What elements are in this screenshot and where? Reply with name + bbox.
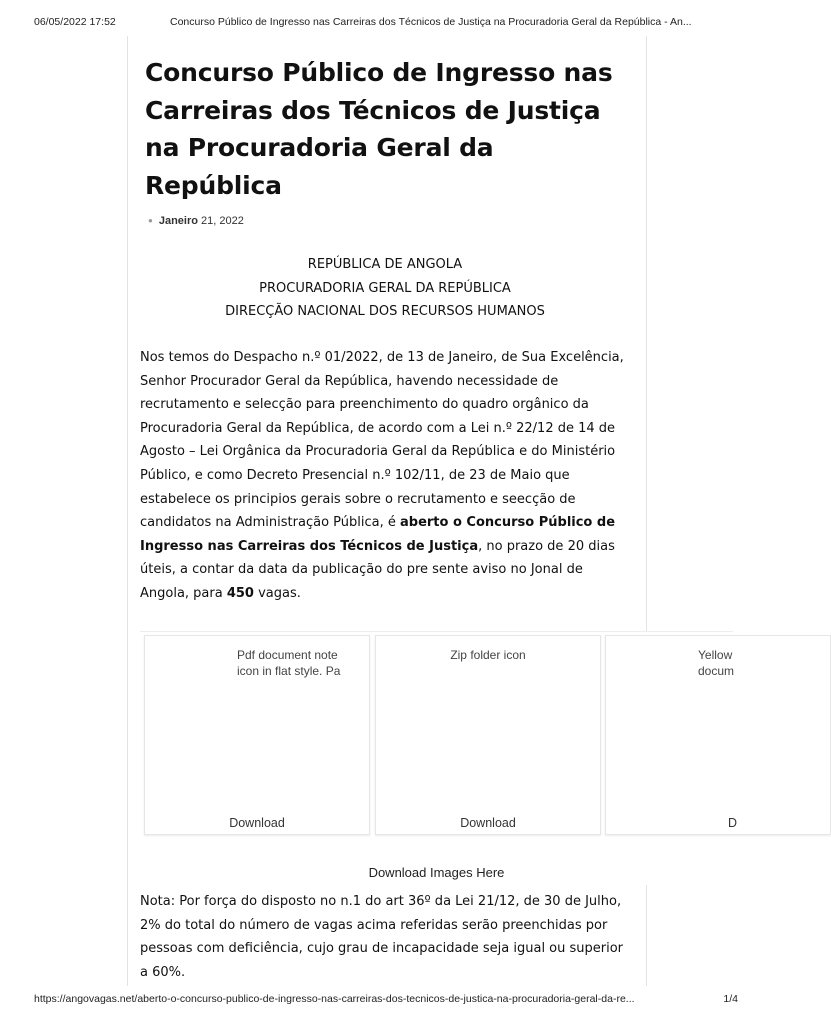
header-line-institution: PROCURADORIA GERAL DA REPÚBLICA <box>259 280 511 296</box>
note-paragraph: Nota: Por força do disposto no n.1 do art 36º da Lei 21/12, de 30 de Julho, 2% do total do número de vagas acima referidas serão preenchidas por pessoas com deficiência, cujo grau de incapacidade seja igual ou superior a 60%. <box>140 894 624 980</box>
card-caption: Pdf document note icon in flat style. Pa <box>237 648 341 678</box>
institution-header <box>140 253 630 324</box>
card-caption: Zip folder icon <box>450 648 526 662</box>
gallery-card[interactable] <box>144 635 370 835</box>
page-number: 1/4 <box>723 993 738 1005</box>
gallery-card[interactable] <box>375 635 601 835</box>
announcement-days: 20 <box>567 538 585 554</box>
print-document-title: Concurso Público de Ingresso nas Carreiras dos Técnicos de Justiça na Procuradoria Geral da República - An... <box>170 16 692 28</box>
article-date <box>148 215 244 227</box>
download-link[interactable]: Download <box>460 816 516 830</box>
download-images-link[interactable]: Download Images Here <box>368 865 505 880</box>
announcement-text: Nos temos do Despacho n.º 01/2022, de 13 de Janeiro, de Sua Excelência, Senhor Procurador Geral da República, havendo necessidade de recrutamento e selecção para preenchimento do quadro orgânico da Procuradoria Geral da República, de acordo com a Lei n.º 22/12 de 14 de Agosto – Lei Orgânica da Procuradoria Geral da República e do Ministério Público, e como Decreto Presencial n.º 102/11, de 23 de Maio que estabelece os principios gerais sobre o recrutamento e seecção de candidatos na Administração Pública, é <box>140 350 624 531</box>
print-url: https://angovagas.net/aberto-o-concurso-publico-de-ingresso-nas-carreiras-dos-tecnicos-de-justica-na-procuradoria-geral-da-re... <box>34 993 635 1005</box>
header-line-department: DIRECÇÃO NACIONAL DOS RECURSOS HUMANOS <box>225 304 545 319</box>
download-link[interactable]: D <box>728 816 738 830</box>
date-month[interactable]: Janeiro <box>158 215 198 227</box>
announcement-paragraph <box>140 346 630 606</box>
image-gallery <box>140 631 738 885</box>
header-line-country: REPÚBLICA DE ANGOLA <box>307 257 463 272</box>
article-title: Concurso Público de Ingresso nas Carreiras dos Técnicos de Justiça na Procuradoria Geral da República <box>145 58 613 200</box>
download-link[interactable]: Download <box>229 816 285 830</box>
card-caption: Yellow docum <box>698 648 735 678</box>
announcement-highlight: aberto o Concurso Público de Ingresso nas Carreiras dos Técnicos de Justiça <box>140 515 616 554</box>
announcement-publication: dias úteis, a contar da data da publicação do pre sente aviso no Jonal de Angola, para <box>140 538 615 601</box>
announcement-deadline-intro: , no prazo de <box>478 538 568 554</box>
print-header <box>34 16 738 30</box>
date-day-year: 21, 2022 <box>201 215 244 227</box>
print-datetime: 06/05/2022 17:52 <box>34 16 116 28</box>
print-footer <box>34 993 738 1007</box>
announcement-vacancies: 450 <box>226 585 254 601</box>
announcement-end: vagas. <box>253 585 301 601</box>
gallery-card[interactable] <box>605 635 831 835</box>
bullet-icon: ● <box>148 216 153 225</box>
